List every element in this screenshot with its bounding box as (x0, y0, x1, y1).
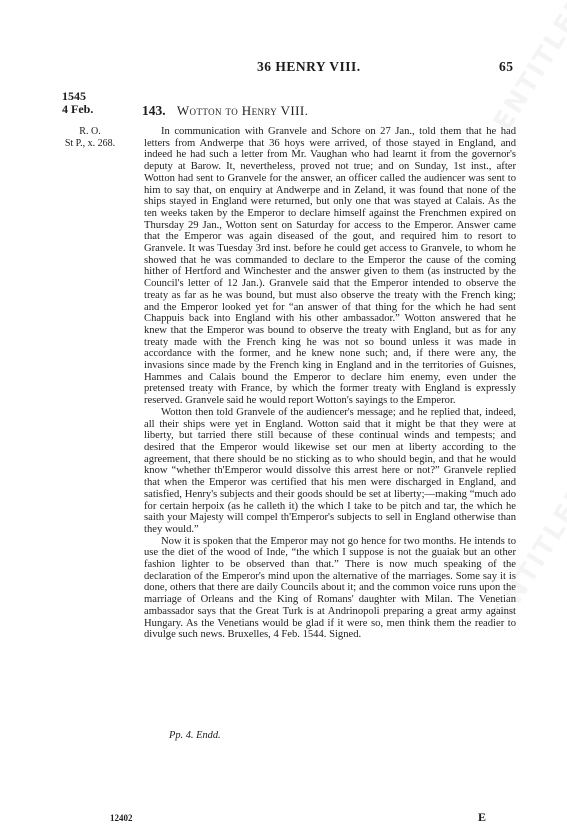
paragraph-1: In communication with Granvele and Schore on 27 Jan., told them that he had letters from Andwerpe that 36 hoys were arrived, of those stayed in England, and indeed he had such a letter from Mr. Vaughan who had learnt it from the governor's deputy at Barow. It, nevertheless, proved not true; and on Sunday, 1st inst., after Wotton had sent to Granvele for the answer, an officer called the audiencer was sent to him to say that, on enquiry at Andwerpe and in Zeland, it was found that none of the ships stayed in England were returned, but only one that was stayed at Calais. As the ten weeks taken by the Emperor to declare himself against the Frenchmen expired on Thursday 29 Jan., Wotton sent on Saturday for access to the Emperor. Answer came that the Emperor was again diseased of the gout, and required him to resort to Granvele. It was Tuesday 3rd inst. before he could get access to Granvele, to whom he showed that he was commanded to declare to the Emperor the cause of the coming hither of Hertford and Winchester and the answer given to them (as instructed by the Council's letter of 12 Jan.). Granvele said that the Emperor intended to observe the treaty as far as he was bound, but must also observe the treaty with the French king; and the Emperor looked yet for “an answer of that thing for the which he had sent Chappuis back into England with his other ambassador.” Wotton answered that he knew that the Emperor was bound to observe the treaty with England, but as for any treaty made with the French king he was not so bound unless it was made in accordance with the former, and he knew none such; and, if there were any, the invasions since made by the French king in England and in the territories of Guisnes, Hammes and Calais bound the Emperor to declare him enemy, even under the pretensed treaty with France, by which the former treaty with England is expressly reserved. Granvele said he would report Wotton's sayings to the Emperor. (144, 126, 516, 407)
paragraph-3: Now it is spoken that the Emperor may not go hence for two months. He intends to use the diet of the wood of Inde, “the which I suppose is not the guaiak but an other fashion lighter to be observed than that.” There is now much speaking of the declaration of the Emperor's mind upon the alternative of the marriages. Some say it is done, others that there are daily Councils about it; and the common voice runs upon the marriage of Orleans and the King of Romans' daughter with Milan. The Venetian ambassador says that the Great Turk is at Andrinopoli preparing a great army against Hungary. As the Venetians would be glad if it were so, men think them the readier to divulge such news. Bruxelles, 4 Feb. 1544. Signed. (144, 535, 516, 641)
page-number: 65 (499, 59, 514, 74)
entry-body (144, 126, 516, 641)
running-head (0, 59, 567, 75)
signature-letter: E (478, 810, 487, 824)
signature-code: 12402 (110, 813, 133, 823)
paragraph-2: Wotton then told Granvele of the audiencer's message; and he replied that, indeed, all their ships were yet in England. Wotton said that it might be that they were at liberty, but tarried there still because of these continual winds and tempests; and desired that the Emperor would likewise set our men at liberty according to the agreement, that there should be no sticking as to who should begin, and that he would know “whether th'Emperor would dissolve this arrest here or not?” Granvele replied that when the Emperor was certified that his men were discharged in England, and satisfied, Henry's subjects and their goods should be set at liberty;—making “much ado for certain herpoix (as he calleth it) the which I take to be pitch and tar, the which he saith your Majesty will compel th'Emperor's subjects to sell in England otherwise than they would.” (144, 406, 516, 535)
margin-year: 1545 (62, 89, 86, 103)
endnote: Pp. 4. Endd. (169, 730, 221, 741)
margin-source-2: St P., x. 268. (64, 138, 116, 149)
entry-title: Wotton to Henry VIII. (176, 103, 309, 118)
margin-day: 4 Feb. (62, 102, 94, 116)
running-head-title: 36 HENRY VIII. (257, 59, 361, 74)
margin-source (58, 126, 122, 150)
entry-heading (142, 103, 308, 119)
entry-number: 143. (142, 103, 166, 118)
margin-date (62, 90, 93, 116)
margin-source-1: R. O. (79, 126, 101, 137)
